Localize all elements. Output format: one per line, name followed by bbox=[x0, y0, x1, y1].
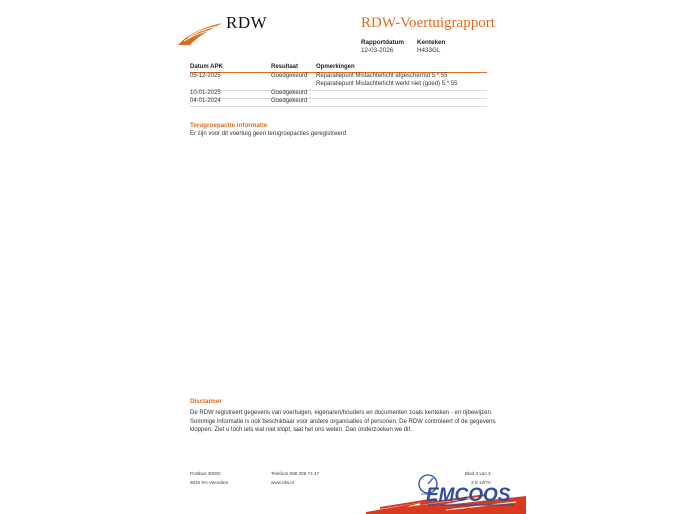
row-date: 10-01-2025 bbox=[190, 90, 221, 96]
footer-code: 3 E 10/70 bbox=[471, 480, 491, 485]
disclaimer-line: De RDW registreert gegevens van voertuigen, eigenaren/houders en documenten zoals kenteken - en rijbewijzen. bbox=[190, 410, 493, 416]
disclaimer-line: Sommige informatie is ook beschikbaar voor andere organisaties of personen. De RDW controleert of de gegevens bbox=[190, 418, 496, 425]
report-date-value: 12-03-2026 bbox=[361, 47, 394, 54]
emcoos-brand-text: EMCOOS bbox=[426, 485, 511, 506]
row-date: 05-12-2025 bbox=[190, 73, 221, 79]
col-header-remarks: Opmerkingen bbox=[316, 64, 355, 70]
report-date-label: Rapportdatum bbox=[361, 39, 405, 46]
row-result: Goedgekeurd bbox=[271, 73, 308, 79]
row-result: Goedgekeurd bbox=[271, 90, 308, 96]
row-remark: Reparatiepunt Mistachterlicht afgeschermd 5.*.55 bbox=[316, 73, 448, 79]
disclaimer-text bbox=[190, 409, 496, 435]
logo-text: RDW bbox=[226, 13, 268, 32]
col-header-date: Datum APK bbox=[190, 64, 223, 70]
recall-text: Er zijn voor dit voertuig geen terugroepacties geregistreerd bbox=[190, 131, 347, 137]
footer-city: 9640 RA Veendam bbox=[190, 480, 229, 485]
row-remark: Reparatiepunt Mistachterlicht werkt niet (goed) 5.*.55 bbox=[316, 81, 458, 87]
row-divider bbox=[190, 90, 487, 91]
plate-label: Kenteken bbox=[417, 39, 446, 46]
row-divider bbox=[190, 98, 487, 99]
report-title: RDW-Voertuigrapport bbox=[361, 15, 495, 31]
disclaimer-line: kloppen. Ziet u toch iets wat niet klopt, laat het ons weten. Dan onderzoeken we dit. bbox=[190, 427, 412, 434]
emcoos-logo-icon bbox=[366, 472, 526, 514]
recall-title: Terugroepactie informatie bbox=[190, 122, 268, 129]
col-header-result: Resultaat bbox=[271, 64, 299, 70]
footer-phone: Telefoon 088 008 74 47 bbox=[271, 471, 320, 476]
disclaimer-title: Disclaimer bbox=[190, 398, 222, 405]
rdw-logo-icon bbox=[176, 20, 224, 46]
row-date: 04-01-2024 bbox=[190, 98, 221, 104]
footer-web: www.rdw.nl bbox=[271, 480, 294, 485]
plate-value: H433GL bbox=[417, 47, 441, 54]
row-result: Goedgekeurd bbox=[271, 98, 308, 104]
row-divider bbox=[190, 106, 487, 107]
footer-postbus: Postbus 30000 bbox=[190, 471, 221, 476]
footer-page: Blad 3 van 3 bbox=[465, 471, 491, 476]
